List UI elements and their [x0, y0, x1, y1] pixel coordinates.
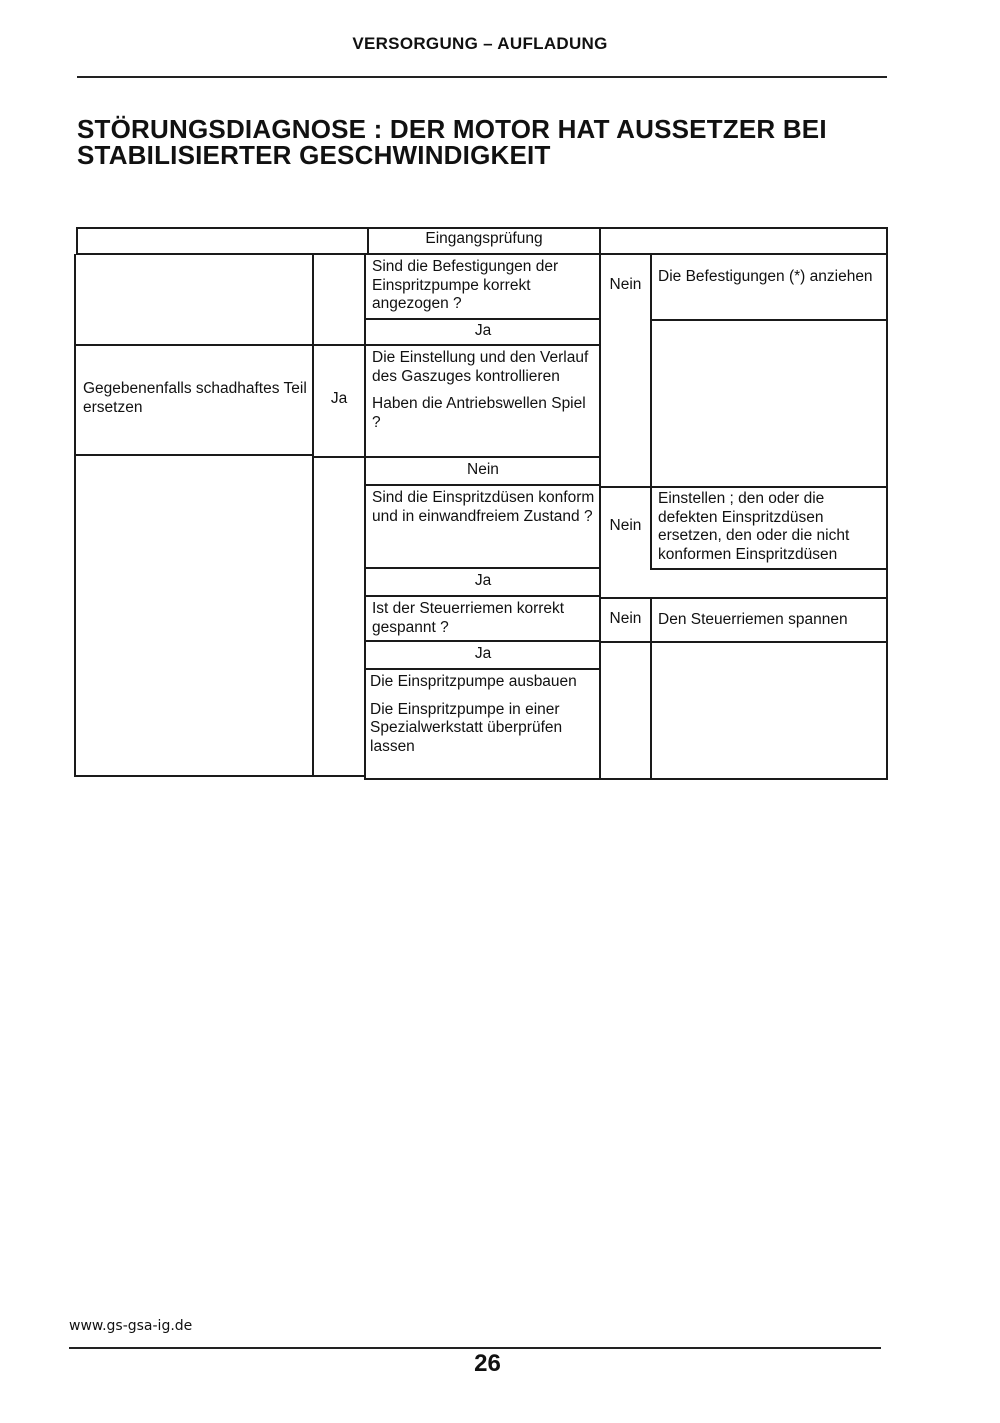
table-line [74, 254, 76, 777]
table-line [76, 227, 78, 254]
q3-no-label: Nein [609, 517, 642, 534]
q1-action: Die Befestigungen (*) anziehen [658, 268, 873, 285]
q4-action: Den Steuerriemen spannen [658, 611, 848, 628]
q4-question: Ist der Steuerriemen korrekt gespannt ? [372, 600, 565, 636]
table-line [76, 344, 314, 346]
q2-block [372, 349, 597, 432]
q4-yes-label: Ja [474, 645, 492, 662]
table-line [600, 641, 888, 643]
table-line [364, 778, 887, 780]
q2-check: Die Einstellung und den Verlauf des Gaszuges kontrollieren [372, 349, 589, 385]
q3-action: Einstellen ; den oder die defekten Einspritzdüsen ersetzen, den oder die nicht konformen Einspritzdüsen [658, 490, 850, 563]
q1-yes-label: Ja [474, 322, 492, 339]
table-line [366, 595, 600, 597]
table-line [76, 227, 888, 229]
table-line [314, 456, 366, 458]
table-line [366, 318, 600, 320]
q3-question: Sind die Einspritzdüsen konform und in einwandfreiem Zustand ? [372, 489, 595, 525]
table-line [312, 254, 314, 777]
q2-no-label: Nein [467, 461, 499, 478]
table-line [650, 319, 888, 321]
table-line [600, 486, 888, 488]
table-line [76, 253, 888, 255]
q2-question: Haben die Antriebswellen Spiel ? [372, 395, 586, 431]
title-line-2: STABILISIERTER GESCHWINDIGKEIT [77, 140, 551, 170]
table-line [366, 456, 600, 458]
table-line [74, 775, 366, 777]
table-line [650, 254, 652, 568]
footer-rule [69, 1347, 881, 1349]
table-line [600, 597, 888, 599]
final-steps [370, 673, 595, 756]
final-step-1: Die Einspritzpumpe ausbauen [370, 673, 577, 690]
q2-yes-action: Gegebenenfalls schadhaftes Teil ersetzen [83, 380, 307, 416]
q1-no-label: Nein [609, 276, 642, 293]
table-line [366, 567, 600, 569]
table-line [599, 227, 601, 254]
q2-yes-label: Ja [330, 390, 348, 407]
entry-check-label: Eingangsprüfung [425, 230, 543, 247]
table-line [366, 484, 600, 486]
q1-question: Sind die Befestigungen der Einspritzpumpe korrekt angezogen ? [372, 258, 559, 312]
table-line [366, 640, 600, 642]
table-line [650, 597, 652, 780]
q4-no-label: Nein [609, 610, 642, 627]
table-line [314, 344, 366, 346]
table-line [650, 568, 888, 570]
table-line [886, 227, 888, 780]
table-line [76, 454, 314, 456]
title-line-1: STÖRUNGSDIAGNOSE : DER MOTOR HAT AUSSETZER BEI [77, 114, 827, 144]
final-step-2: Die Einspritzpumpe in einer Spezialwerkstatt überprüfen lassen [370, 700, 563, 755]
section-header: VERSORGUNG – AUFLADUNG [352, 34, 608, 53]
q3-yes-label: Ja [474, 572, 492, 589]
table-line [366, 668, 600, 670]
table-line [366, 344, 600, 346]
footer-url: www.gs-gsa-ig.de [69, 1318, 193, 1334]
page-number: 26 [474, 1350, 501, 1377]
